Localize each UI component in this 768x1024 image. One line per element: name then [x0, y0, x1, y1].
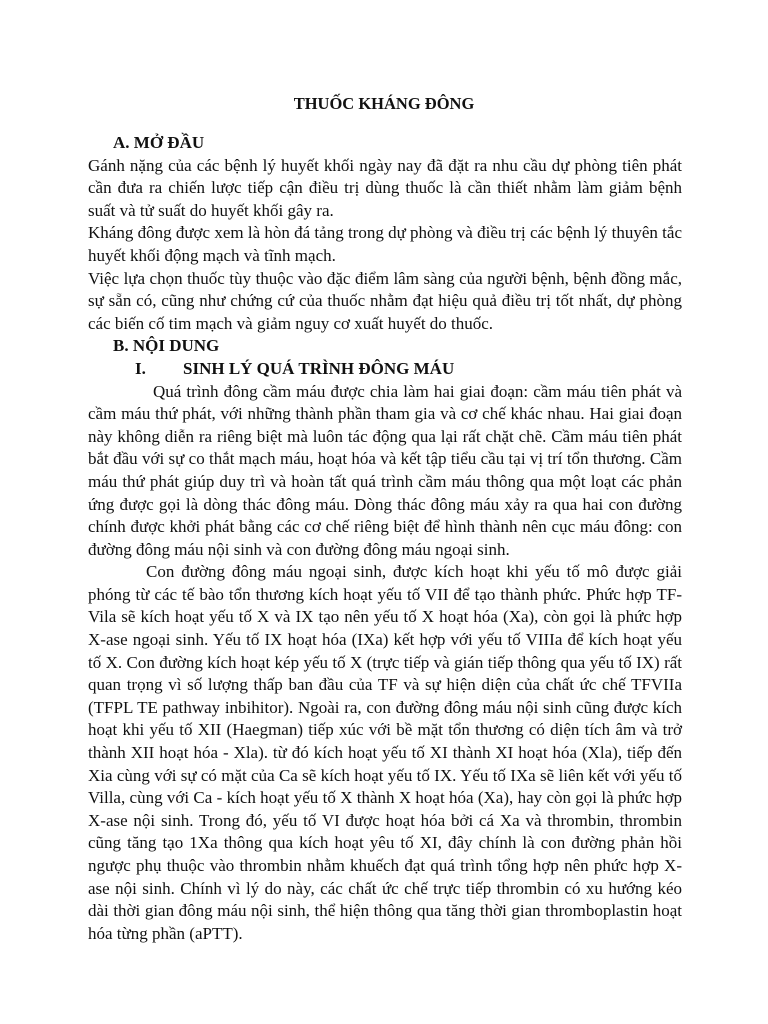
- paragraph-a1: Gánh nặng của các bệnh lý huyết khối ngày nay đã đặt ra nhu cầu dự phòng tiên phát cần đưa ra chiến lược tiếp cận điều trị dùng thuốc là cần thiết nhằm làm giảm bệnh suất và tử suất do huyết khối gây ra.: [88, 155, 682, 220]
- paragraph-a3: Việc lựa chọn thuốc tùy thuộc vào đặc điểm lâm sàng của người bệnh, bệnh đồng mắc, sự sẵn có, cũng như chứng cứ của thuốc nhằm đạt hiệu quả điều trị tốt nhất, dự phòng các biến cố tim mạch và giảm nguy cơ xuất huyết do thuốc.: [88, 268, 682, 333]
- document-title: THUỐC KHÁNG ĐÔNG: [293, 94, 475, 113]
- paragraph-a2: Kháng đông được xem là hòn đá tảng trong dự phòng và điều trị các bệnh lý thuyên tắc huyết khối động mạch và tĩnh mạch.: [88, 223, 682, 265]
- section-heading-a: A. MỞ ĐẦU: [113, 133, 205, 152]
- subsection-number: I.: [135, 358, 146, 378]
- subsection-heading-i: [88, 358, 682, 381]
- subsection-title: SINH LÝ QUÁ TRÌNH ĐÔNG MÁU: [183, 358, 455, 378]
- paragraph-b2: Con đường đông máu ngoại sinh, được kích hoạt khi yếu tố mô được giải phóng từ các tế bào tổn thương kích hoạt yếu tố VII để tạo thành phức. Phức hợp TF-Vila sẽ kích hoạt yếu tố X và IX tạo nên yếu tố X hoạt hóa (Xa), còn gọi là phức hợp X-ase ngoại sinh. Yếu tố IX hoạt hóa (IXa) kết hợp với yếu tố VIIIa để kích hoạt yếu tố X. Con đường kích hoạt kép yếu tố X (trực tiếp và gián tiếp thông qua yếu tố IX) rất quan trọng vì số lượng thấp ban đầu của TF và sự hiện diện của chất ức chế TFVIIa (TFPL TE pathway inbihitor). Ngoài ra, con đường đông máu nội sinh cũng được kích hoạt khi yếu tố XII (Haegman) tiếp xúc với bề mặt tổn thương có diện tích âm và trở thành XII hoạt hóa - Xla). từ đó kích hoạt yếu tố XI thành XI hoạt hóa (Xla), tiếp đến Xia cùng với sự có mặt của Ca sẽ kích hoạt yếu tố IX. Yếu tố IXa sẽ liên kết với yếu tố Villa, cùng với Ca - kích hoạt yếu tố X thành X hoạt hóa (Xa), hay còn gọi là phức hợp X-ase nội sinh. Trong đó, yếu tố VI được hoạt hóa bởi cá Xa và thrombin, thrombin cũng tăng tạo 1Xa thông qua kích hoạt yêu tố XI, đây chính là con đường phản hồi ngược phụ thuộc vào thrombin nhằm khuếch đạt quá trình tổng hợp nên phức hợp X-ase nội sinh. Chính vì lý do này, các chất ức chế trực tiếp thrombin có xu hướng kéo dài thời gian đông máu nội sinh, thể hiện thông qua tăng thời gian thromboplastin hoạt hóa từng phần (aPTT).: [88, 562, 682, 943]
- document-body: [88, 132, 682, 945]
- paragraph-b1: Quá trình đông cầm máu được chia làm hai giai đoạn: cầm máu tiên phát và cầm máu thứ phát, với những thành phần tham gia và cơ chế khác nhau. Hai giai đoạn này không diễn ra riêng biệt mà luôn tác động qua lại rất chặt chẽ. Cầm máu tiên phát bắt đầu với sự co thắt mạch máu, hoạt hóa và kết tập tiểu cầu tại vị trí tổn thương. Cầm máu thứ phát giúp duy trì và hoàn tất quá trình cầm máu thông qua một loạt các phản ứng được gọi là dòng thác đông máu. Dòng thác đông máu xảy ra qua hai con đường chính được khởi phát bằng các cơ chế riêng biệt để hình thành nên cục máu đông: con đường đông máu nội sinh và con đường đông máu ngoại sinh.: [88, 381, 682, 559]
- section-heading-b: B. NỘI DUNG: [113, 336, 220, 356]
